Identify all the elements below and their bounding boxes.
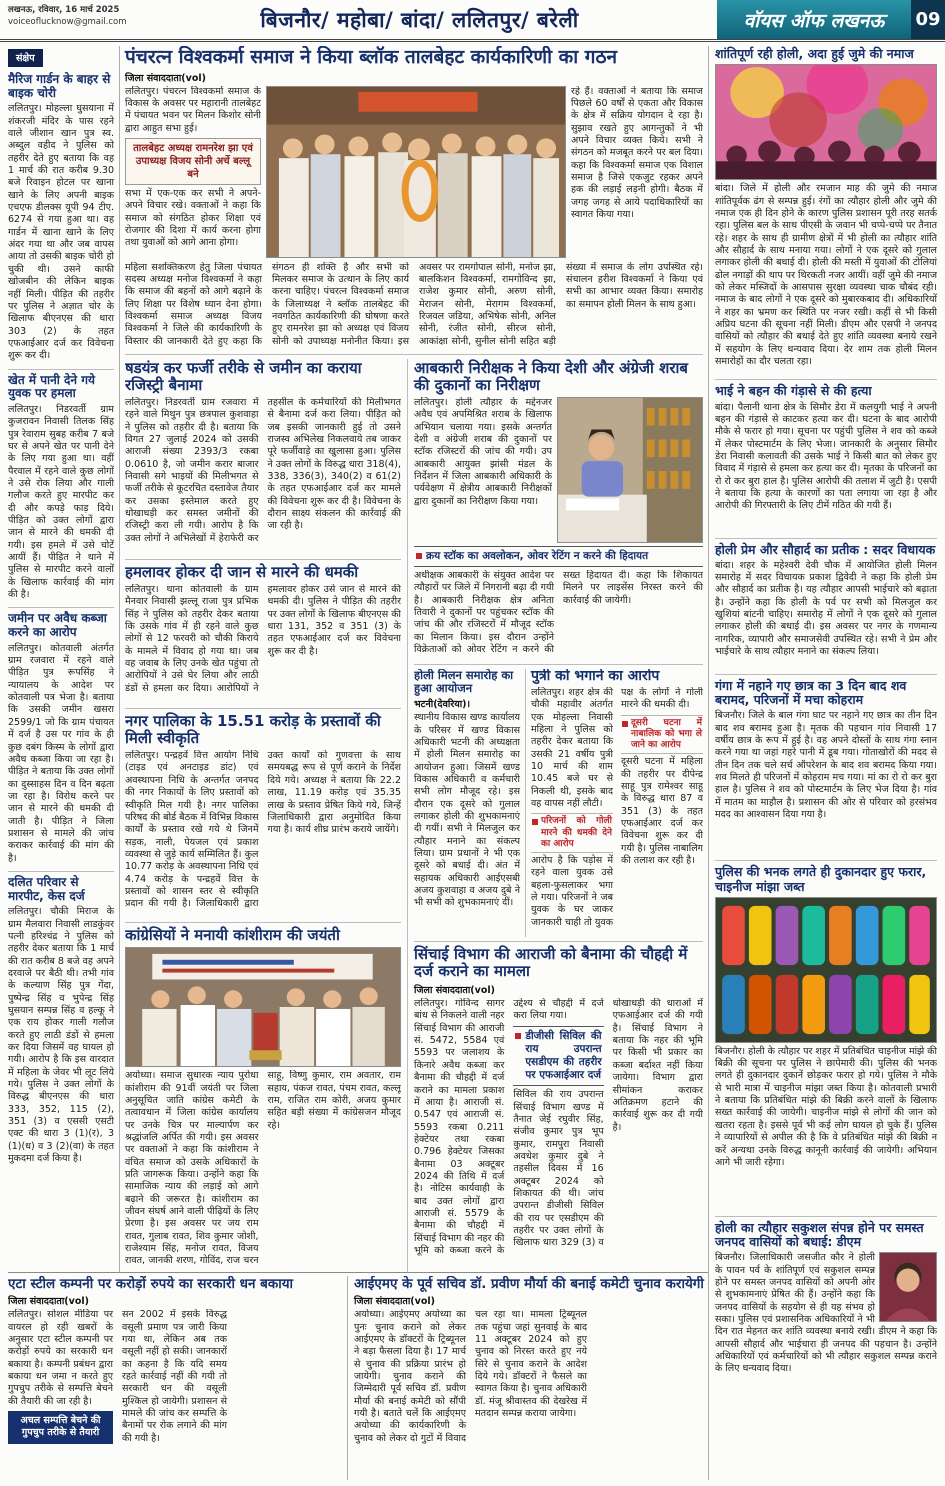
article-byline: जिला संवाददाता(vol): [414, 985, 495, 997]
article-body: [715, 560, 937, 670]
article-body: [715, 710, 937, 856]
article-byline: जिला संवाददाता(vol): [8, 1296, 89, 1308]
right-column: [708, 46, 937, 1480]
inset-text: परिजनों को गोली मारने की धमकी देने का आरोप: [541, 816, 612, 849]
divider: [715, 674, 937, 675]
manjha-photo-graphic: [716, 898, 936, 1042]
bullet-icon: [532, 819, 538, 825]
divider: [125, 559, 401, 560]
article-body: [715, 183, 937, 375]
excise-photo-graphic: [558, 398, 702, 542]
article-headline: षडयंत्र कर फर्जी तरीके से जमीन का कराया रजिस्ट्री बैनामा: [125, 358, 362, 394]
article-headline: आईएमए के पूर्व सचिव डॉ. प्रवीण मौर्या की बनाई कमेटी चुनाव करायेगी: [354, 1276, 704, 1292]
article-death-threat: [125, 564, 401, 704]
article-headline: एटा स्टील कम्पनी पर करोड़ों रुपये का सरकारी धन बकाया: [8, 1276, 294, 1292]
congress-photo-graphic: [126, 948, 400, 1066]
lead-middle-row: [125, 86, 703, 258]
article-headline: पुलिस की भनक लगते ही दुकानदार हुए फरार, चाइनीज मांझा जब्त: [715, 864, 927, 894]
brief-body: ललितपुर। मोहल्ला घुसयाना में शंकरजी मंदिर के पास रहने वाले जीशान खान पुत्र स्व. अब्दुल वहीद ने पुलिस को तहरीर देते हुए बताया कि वह 1 मार्च की रात करीब 9.30 बजे रिवाइन होटल पर खाना खाने के लिए अपनी बाइक एचएफ डीलक्स यूपी 94 टीए. 6274 से गया हुआ था। वह गार्डन में खाना खाने के लिए अंदर गया था और जब वापस आया तो उसकी बाइक चोरी हो चुकी थी। उसने काफी खोजबीन की लेकिन बाइक नहीं मिली। पीड़ित की तहरीर पर पुलिस ने अज्ञात चोर के खिलाफ बीएनएस की धारा 303 (2) के तहत एफआईआर दर्ज कर विवेचना शुरू कर दी।: [8, 103, 114, 362]
article-chinese-manjha: [715, 865, 937, 1212]
paragraph: अधीक्षक आबकारी के संयुक्त आदेश पर त्यौहारों पर जिले में निगरानी बढ़ा दी गयी है। आबकारी निरीक्षक क्षेत्र अनिता तिवारी ने दुकानों पर पहुंचकर स्टॉक की जांच की और रजिस्टरों में मौजूद स्टॉक का मिलान किया। इस दौरान उन्होंने विक्रेताओं को ओवर रेटिंग न करने की सख्त हिदायत दी। कहा कि शिकायत मिलने पर लाइसेंस निरस्त करने की कार्रवाई की जायेगी।: [414, 569, 703, 656]
group-photo-graphic: [267, 87, 565, 257]
eta-inset-bar: अचल सम्पत्ति बेचने की गुपचुप तरीके से तैयारी: [8, 1411, 113, 1444]
article-body: [531, 687, 703, 937]
article-body: [8, 1309, 341, 1455]
article-dm-greetings: [715, 1219, 937, 1375]
brief-title: जमीन पर अवैध कब्जा करने का आरोप: [8, 611, 107, 640]
center-area: [120, 46, 708, 1272]
article-byline: जिला संवाददाता(vol): [354, 1296, 435, 1308]
publisher-email: voiceoflucknow@gmail.com: [8, 16, 127, 27]
brief-item-assault-case: [8, 876, 114, 1168]
brief-item-farm-attack: [8, 374, 114, 604]
paragraph: बिजनौर। जिलाधिकारी जसजीत कौर ने होली के पावन पर्व के शांतिपूर्ण एवं सकुशल सम्पन्न होने पर समस्त जनपद वासियों को अपनी ओर से शुभकामनाएं प्रेषित की हैं। उन्होंने कहा कि जनपद वासियों के सहयोग से ही यह संभव हो सका। पुलिस एवं प्रशासनिक अधिकारियों ने भी दिन रात मेहनत कर शांति व्यवस्था बनाये रखी। डीएम ने कहा कि आपसी सौहार्द और भाईचारा ही जनपद की पहचान है। उन्होंने अधिकारियों एवं कर्मचारियों को भी त्यौहार सकुशल सम्पन्न कराने के लिए धन्यवाद दिया।: [715, 1252, 937, 1375]
paragraph: अयोध्या। समाज सुधारक न्याय पुरोधा कांशीराम की 91वीं जयंती पर जिला अनुसूचित जाति कांग्रेस कमेटी के तत्वावधान में जिला कांग्रेस कार्यालय पर उनके चित्र पर माल्यार्पण कर श्रद्धांजलि अर्पित की गयी। इस अवसर पर वक्ताओं ने कहा कि कांशीराम ने वंचित समाज को उसके अधिकारों के प्रति जागरूक किया। उन्होंने कहा कि सामाजिक न्याय की लड़ाई को आगे बढ़ाने की जरूरत है। कांशीराम का जीवन संघर्ष आने वाली पीढ़ियों के लिए प्रेरणा है। इस अवसर पर जय राम रावत, गुलाब रावत, शिव कुमार जोशी, राजेश्याम सिंह, मनोज रावत, विजय रावत, जानकी शरण, गोविंद, राज चरन साहू, विष्णु कुमार, राम अवतार, राम सहाय, पंकज रावत, पंचम रावत, कल्लू राम, राजित राम कोरी, अजय कुमार सहित बड़ी संख्या में कांग्रेसजन मौजूद रहे।: [125, 1070, 401, 1267]
holi-celebration-photo: [715, 64, 937, 180]
article-body: [125, 584, 401, 704]
paragraph: स्थानीय विकास खण्ड कार्यालय के परिसर में खण्ड विकास अधिकारी भटनी की अध्यक्षता में होली मिलन समारोह का आयोजन हुआ। जिसमें खण्ड विकास अधिकारी व कर्मचारी सभी लोग मौजूद रहे। इस दौरान एक दूसरे को गुलाल लगाकर होली की शुभकामनाएं दी गयीं। सभी ने मिलजुल कर त्यौहार मनाने का संकल्प लिया। ग्राम प्रधानों ने भी एक दूसरे को बधाई दी। अंत में सहायक अधिकारी आईएसबी अजय कुशवाहा व अजय दुबे ने भी सभी को शुभकामनाएं दीं।: [414, 712, 520, 909]
paragraph: ललितपुर। गोविन्द सागर बांध से निकलने वाली नहर सिंचाई विभाग की आराजी सं. 5472, 5584 एवं 5593 पर जलाशय के किनारे अवैध कब्जा कर बैनामा की चौहद्दी में दर्ज कराने का मामला प्रकाश में आया है। आराजी सं. 0.547 एवं आराजी सं. 5593 रकबा 0.211 हेक्टेयर तथा रकबा 0.796 हेक्टेयर जिसका बैनामा 03 अक्टूबर 2024 की तिथि में दर्ज है। नोटिस कार्यवाही के बाद उक्त लोगों द्वारा आराजी सं. 5579 के बैनामा की चौहद्दी में सिंचाई विभाग की नहर की भूमि को कब्जा करने के उद्देश्य से चौहद्दी में दर्ज करा लिया गया।: [414, 998, 604, 1256]
divider: [715, 860, 937, 861]
bullet-icon: [515, 1033, 521, 1039]
divider: [414, 664, 703, 665]
article-ima-election: [348, 1276, 708, 1480]
article-body: [414, 397, 552, 543]
article-body: [354, 1309, 708, 1455]
article-body: [414, 998, 703, 1260]
article-irrigation-land: [414, 946, 703, 1260]
article-excise-inspection: [414, 360, 703, 660]
article-headline: भाई ने बहन की गंड़ासे से की हत्या: [715, 383, 872, 399]
article-headline: पुत्री को भगाने का आरोप: [531, 668, 660, 684]
paragraph: बांदा। पैलानी थाना क्षेत्र के सिमौर डेरा में कलयुगी भाई ने अपनी बहन की गंड़ासे से काटकर हत्या कर दी। घटना के बाद आरोपी मौके से फरार हो गया। सूचना पर पहुंची पुलिस ने शव को कब्जे में लेकर पोस्टमार्टम के लिए भेजा। जानकारी के अनुसार सिमौर डेरा निवासी कलावती की उसके भाई ने किसी बात को लेकर हुए विवाद में गंड़ासे से हमला कर हत्या कर दी। मृतका के परिजनों का रो रो कर बुरा हाल है। पुलिस आरोपी की तलाश में जुटी है। एसपी ने बताया कि हत्या के कारणों का पता लगाया जा रहा है और आरोपी की गिरफ्तारी के लिए टीमें गठित की गयी हैं।: [715, 401, 937, 512]
article-headline: शांतिपूर्ण रही होली, अदा हुई जुमे की नमाज: [715, 46, 914, 61]
center-left-subcolumn: [125, 359, 408, 1272]
paragraph: आरोप है कि पड़ोस में रहने वाला युवक उसे बहला-फुसलाकर भगा ले गया। परिजनों ने जब युवक के घर जाकर जानकारी चाही तो युवक पक्ष के लोगों ने गोली मारने की धमकी दी।: [531, 686, 703, 928]
article-body: [125, 1070, 401, 1272]
article-body: [414, 712, 520, 924]
divider: [125, 708, 401, 709]
paragraph: ललितपुर। पन्द्रहवें वित्त आयोग निधि (टाइड एवं अनटाइड डांट) एवं अवस्थापना निधि के अन्तर्गत जनपद की नगर निकायों के लिए प्रस्तावों को स्वीकृति मिल गयी है। नगर पालिका परिषद की बोर्ड बैठक में विभिन्न विकास कार्यों के प्रस्ताव रखे गये थे जिनमें सड़क, नाली, पेयजल एवं प्रकाश व्यवस्था से जुड़े कार्य सम्मिलित हैं। कुल 10.77 करोड़ के अवस्थापना निधि एवं 4.74 करोड़ के पन्द्रहवें वित्त के प्रस्तावों को शासन स्तर से स्वीकृति प्रदान की गयी है। जिलाधिकारी द्वारा उक्त कार्यों को गुणवत्ता के साथ समयबद्ध रूप से पूर्ण कराने के निर्देश दिये गये। अध्यक्ष ने बताया कि 22.2 लाख, 11.19 करोड़ एवं 35.35 लाख के प्रस्ताव प्रेषित किये गये, जिन्हें जिलाधिकारी द्वारा अनुमोदित किया गया है। कार्य शीघ्र प्रारंभ कराये जायेंगे।: [125, 750, 401, 910]
daughter-inset-2: [621, 715, 703, 755]
divider: [715, 1216, 937, 1217]
article-headline: हमलावर होकर दी जान से मारने की धमकी: [125, 562, 359, 581]
briefs-section-label: संक्षेप: [8, 49, 43, 67]
paragraph: ललितपुर। होली त्यौहार के मद्देनजर अवैध एवं अपमिश्रित शराब के खिलाफ अभियान चलाया गया। इसके अन्तर्गत देशी व अंग्रेजी शराब की दुकानों पर स्टॉक रजिस्टरों की जांच की गयी। उप आबकारी आयुक्त झांसी मंडल के निर्देशन में जिला आबकारी अधिकारी के पर्यवेक्षण में क्षेत्रीय आबकारी निरीक्षकों द्वारा दुकानों का निरीक्षण किया गया।: [414, 396, 552, 507]
article-headline: गंगा में नहाने गए छात्र का 3 दिन बाद शव बरामद, परिजनों में मचा कोहराम: [715, 677, 907, 707]
excise-inspection-photo: [557, 397, 703, 543]
paragraph: बिजनौर। होली के त्यौहार पर शहर में प्रतिबंधित चाइनीज मांझे की बिक्री की सूचना पर पुलिस ने छापेमारी की। पुलिस की भनक लगते ही दुकानदार दुकानें छोड़कर फरार हो गये। पुलिस ने मौके से भारी मात्रा में चाइनीज मांझा जब्त किया है। कोतवाली प्रभारी ने बताया कि प्रतिबंधित मांझे की बिक्री करने वालों के खिलाफ सख्त कार्रवाई की जायेगी। चाइनीज मांझे से लोगों की जान को खतरा रहता है। इससे पूर्व भी कई लोग घायल हो चुके हैं। पुलिस ने व्यापारियों से अपील की है कि वे प्रतिबंधित मांझे की बिक्री न करें अन्यथा उनके विरुद्ध कानूनी कार्रवाई की जायेगी। अभियान आगे भी जारी रहेगा।: [715, 1045, 937, 1168]
brief-body: ललितपुर। निडरवर्ती ग्राम कुजरावन निवासी तिलक सिंह पुत्र रेवाराम सुबह करीब 7 बजे घर से अपने खेत पर पानी देने के लिए गया हुआ था। वहीं पैरवाल में रहने वाले कुछ लोगों ने उसे रोक लिया और गाली गलौज करते हुए मारपीट कर दी और कपड़े फाड़ दिये। पीड़ित को उक्त लोगों द्वारा जान से मारने की धमकी दी गयी। इस हमले में उसे चोटें आयीं हैं। पीड़ित ने थाने में पुलिस से मारपीट करने वालों के खिलाफ कार्रवाई की मांग की है।: [8, 403, 114, 601]
brief-item-bike-theft: [8, 73, 114, 365]
brief-title: मैरिज गार्डन के बाहर से बाइक चोरी: [8, 72, 111, 100]
dm-photo-graphic: [880, 1253, 936, 1321]
divider: [715, 538, 937, 539]
holi-photo-graphic: [716, 65, 936, 179]
article-headline: होली मिलन समारोह का हुआ आयोजन: [414, 668, 514, 696]
article-holi-namaz: [715, 47, 937, 375]
article-body: [715, 1046, 937, 1212]
article-eta-steel: [8, 1276, 348, 1480]
article-byline: भटनी(देवरिया)।: [414, 699, 471, 711]
paragraph: दूसरी घटना में महिला की तहरीर पर दीपेन्द्र साहू पुत्र रामेश्वर साहू के विरुद्ध धारा 87 व 351 (3) के तहत एफआईआर दर्ज कर विवेचना शुरू कर दी गयी है। पुलिस नाबालिग की तलाश कर रही है।: [621, 756, 703, 867]
paragraph: सिविल की राय उपरान्त सिंचाई विभाग खण्ड में तैनात जेई रघुवीर सिंह, संजीव कुमार पुत्र भूप कुमार, रामपुरा निवासी अवधेश कुमार दुबे ने तहसील दिवस में 16 अक्टूबर 2024 को शिकायत की थी। जांच उपरान्त डीजीसी सिविल की राय पर एसडीएम की तहरीर पर उक्त लोगों के खिलाफ धारा 329 (3) व धोखाधड़ी की धाराओं में एफआईआर दर्ज की गयी है। सिंचाई विभाग ने बताया कि नहर की भूमि पर किसी भी प्रकार का कब्जा बर्दाश्त नहीं किया जायेगा। विभाग द्वारा सीमांकन कराकर अतिक्रमण हटाने की कार्रवाई शुरू कर दी गयी है।: [513, 998, 703, 1249]
paragraph: बांदा। जिले में होली और रमजान माह की जुमे की नमाज शांतिपूर्वक ढंग से सम्पन्न हुई। रंगों का त्यौहार होली और जुमे की नमाज एक ही दिन होने के कारण पुलिस प्रशासन पूरी तरह सतर्क रहा। पुलिस बल के साथ पीएसी के जवान भी चप्पे-चप्पे पर तैनात रहे। शहर के साथ ही ग्रामीण क्षेत्रों में भी होली का त्यौहार शांति और सौहार्द के साथ मनाया गया। लोगों ने एक दूसरे को गुलाल लगाकर होली की बधाई दी। होली की मस्ती में युवाओं की टोलियां ढोल नगाड़ों की थाप पर थिरकती नजर आयीं। वहीं जुमे की नमाज को लेकर मस्जिदों के आसपास सुरक्षा व्यवस्था चाक चौबंद रही। नमाज के बाद लोगों ने एक दूसरे को मुबारकबाद दी। अधिकारियों ने शहर का भ्रमण कर स्थिति पर नजर रखी। कहीं से भी किसी अप्रिय घटना की सूचना नहीं मिली। डीएम और एसपी ने जनपद वासियों को त्यौहार की बधाई देते हुए शांति व्यवस्था बनाये रखने में सहयोग के लिए धन्यवाद दिया। देर शाम तक होली मिलन समारोहों का दौर चलता रहा।: [715, 183, 937, 368]
masthead-title: वॉयस ऑफ लखनऊ: [717, 0, 911, 39]
article-ganga-drowning: [715, 679, 937, 857]
irrigation-inset-bar: [513, 1026, 603, 1087]
article-body: [715, 402, 937, 534]
article-body: [414, 570, 703, 660]
inset-text: दूसरी घटना में नाबालिक को भगा ले जाने का आरोप: [631, 717, 702, 751]
article-headline: कांग्रेसियों ने मनायी कांशीराम की जयंती: [125, 926, 340, 945]
bullet-icon: [416, 553, 422, 559]
article-holi-mla: [715, 543, 937, 670]
brief-item-land-grab: [8, 612, 114, 867]
paragraph: ललितपुर। सोशल मीडिया पर वायरल हो रही खबरों के अनुसार एटा स्टील कम्पनी पर करोड़ों रुपये का सरकारी धन बकाया है। कम्पनी प्रबंधन द्वारा बकाया धन जमा न करते हुए गुपचुप तरीके से सम्पत्ति बेचने की तैयारी की जा रही है।: [8, 1309, 113, 1407]
article-fake-registry: [125, 360, 401, 555]
paragraph: ललितपुर। थाना कोतवाली के ग्राम मैनवार निवासी झल्लू राजा पुत्र प्रभिक सिंह ने पुलिस को तहरीर देकर बताया कि उसके गांव में ही रहने वाले कुछ लोगों से 12 फरवरी को चौकी किराये के मामले में विवाद हो गया था। जब वह जवाब के लिए उनके खेत पहुंचा तो आरोपियों ने उसे घेर लिया और लाठी डंडों से हमला कर दिया। आरोपियों ने हमलावर होकर उसे जान से मारने की धमकी दी। पुलिस ने पीड़ित की तहरीर पर उक्त लोगों के खिलाफ बीएनएस की धारा 131, 352 व 351 (3) के तहत एफआईआर दर्ज कर विवेचना शुरू कर दी है।: [125, 583, 401, 694]
lead-byline: जिला संवाददाता(vol): [125, 72, 206, 84]
divider: [125, 354, 703, 355]
paragraph: ललितपुर। निडरवर्ती ग्राम रजवारा में रहने वाले मिथुन पुत्र छत्रपाल कुशवाहा ने पुलिस को तहरीर दी है। बताया कि विगत 27 जुलाई 2024 को उसकी आराजी संख्या 2393/3 रकबा 0.0610 है, जो जमीन करार बाजार निवासी सगे भाइयों की मिलीभगत से फर्जी तरीके से कूटरचित दस्तावेज तैयार कर उसका इस्तेमाल करते हुए धोखाधड़ी कर समस्त जमीनों की रजिस्ट्री करा ली गयी। आरोप है कि उक्त लोगों ने अभिलेखों में हेराफेरी कर तहसील के कर्मचारियों की मिलीभगत से बैनामा दर्ज करा लिया। पीड़ित को जब इसकी जानकारी हुई तो उसने राजस्व अभिलेख निकलवाये तब जाकर पूरे फर्जीवाड़े का खुलासा हुआ। पुलिस ने उक्त लोगों के विरुद्ध धारा 318(4), 338, 336(3), 340(2) व 61(2) के तहत एफआईआर दर्ज कर मामले की विवेचना शुरू कर दी है। विवेचना के दौरान साक्ष्य संकलन की कार्रवाई की जा रही है।: [125, 396, 401, 544]
excise-inset-bar: [414, 546, 703, 567]
brief-title: खेत में पानी देने गये युवक पर हमला: [8, 372, 95, 401]
masthead: [717, 0, 945, 39]
paragraph: बिजनौर। जिले के बाल गंगा घाट पर नहाने गए छात्र का तीन दिन बाद शव बरामद हुआ है। मृतक की पहचान गांव निवासी 17 वर्षीय छात्र के रूप में हुई है। वह अपने दोस्तों के साथ गंगा स्नान करने गया था जहां गहरे पानी में डूब गया। गोताखोरों की मदद से तीन दिन तक चले सर्च ऑपरेशन के बाद शव बरामद किया गया। शव मिलते ही परिजनों में कोहराम मच गया। मां का रो रो कर बुरा हाल है। पुलिस ने शव को पोस्टमार्टम के लिए भेज दिया है। गांव में मातम का माहौल है। प्रशासन की ओर से परिवार को हरसंभव मदद का आश्वासन दिया गया है।: [715, 710, 937, 820]
divider: [8, 871, 114, 872]
center-right-subcolumn: [408, 359, 703, 1272]
article-headline: होली का त्यौहार सकुशल संपन्न होने पर समस्त जनपद वासियों को बधाई: डीएम: [715, 1219, 924, 1249]
milan-daughter-row: [414, 669, 703, 937]
dateline: लखनऊ, रविवार, 16 मार्च 2025: [8, 5, 120, 15]
lead-paragraph: ललितपुर। पंचरत्न विश्वकर्मा समाज के विकास के अवसर पर महारानी तालबेहट में पंचायत भवन पर मिलन किशोर सोनी द्वारा आहुत सभा हुई।: [125, 85, 261, 134]
brief-body: ललितपुर। चौकी मिराज के ग्राम मैलवारा निवासी लाडकुंवर पत्नी हरिश्चंद्र ने पुलिस को तहरीर देकर बताया कि 1 मार्च की रात करीब 8 बजे वह अपने दरवाजे पर बैठी थी। तभी गांव के कल्याण सिंह पुत्र गेंदा, पुष्पेन्द्र सिंह व भुपेन्द्र सिंह घुसयान सम्पन्न सिंह व हल्कू ने एक राय होकर गाली गलौज करते हुए लाठी डंडों से हमला कर दिया जिसमें वह घायल हो गयी। आरोप है कि इस वारदात में महिला के जेवर भी लूट लिये गये। पुलिस ने उक्त लोगों के विरुद्ध बीएनएस की धारा 333, 352, 115 (2), 351 (3) व एससी एसटी एक्ट की धारा 3 (1)(र), 3 (1)(ध) व 3 (2)(वा) के तहत मुकदमा दर्ज किया है।: [8, 906, 114, 1165]
article-sister-murder: [715, 384, 937, 533]
excise-middle-row: [414, 397, 703, 543]
article-kanshiram-jayanti: [125, 927, 401, 1272]
brief-title: दलित परिवार से मारपीट, केस दर्ज: [8, 874, 85, 903]
lead-paragraph: सभा में एक-एक कर सभी ने अपने-अपने विचार रखे। वक्ताओं ने कहा कि समाज को संगठित होकर शिक्षा एवं रोजगार की दिशा में कार्य करना होगा तथा युवाओं को आगे आना होगा।: [125, 188, 261, 249]
briefs-column: [8, 46, 120, 1272]
daughter-inset-1: [531, 813, 613, 853]
lead-headline: पंचरत्न विश्वकर्मा समाज ने किया ब्लॉक तालबेहट कार्यकारिणी का गठन: [125, 46, 618, 68]
brief-body: ललितपुर। कोतवाली अंतर्गत ग्राम रजवारा में रहने वाले पीड़ित पुत्र रूपसिंह ने न्यायालय के आदेश पर कोतवाली पत्र भेजा है। बताया कि उसकी जमीन खसरा 2599/1 जो कि ग्राम पंचायत में दर्ज है उस पर गांव के ही कुछ दबंग किस्म के लोगों द्वारा अवैध कब्जा किया जा रहा है। पीड़ित ने बताया कि उक्त लोगों का दुस्साहस दिन व दिन बढ़ता जा रहा है। विरोध करने पर जान से मारने की धमकी दी जाती है। पीड़ित ने जिला प्रशासन से मामले की जांच कराकर कार्रवाई की मांग की है।: [8, 642, 114, 864]
top-zone: [8, 46, 708, 1272]
page-header: [0, 0, 945, 42]
article-body: [125, 750, 401, 918]
article-body: [125, 397, 401, 555]
bullet-icon: [622, 721, 628, 727]
manjha-spools-photo: [715, 897, 937, 1043]
lead-bottom-text: [125, 262, 703, 350]
inset-text: डीजीसी सिविल की राय उपरान्त एसडीएम की तहरीर पर एफआईआर दर्ज: [525, 1029, 602, 1082]
lead-right-column: [571, 86, 703, 258]
article-headline: होली प्रेम और सौहार्द का प्रतीक : सदर विधायक: [715, 541, 936, 557]
inset-text: क्रय स्टॉक का अवलोकन, ओवर रेटिंग न करने की हिदायत: [426, 549, 649, 562]
divider: [715, 379, 937, 380]
dm-portrait-photo: [879, 1252, 937, 1322]
divider: [8, 607, 114, 608]
center-split: [125, 359, 703, 1272]
lead-inset-box: तालबेहट अध्यक्ष रामनरेश झा एवं उपाध्यक्ष विजय सोनी अर्चे बल्लू बने: [125, 138, 261, 185]
paragraph: सन 2002 में इसके विरुद्ध वसूली प्रमाण पत्र जारी किया गया था, लेकिन अब तक वसूली नहीं हो सकी। जानकारों का कहना है कि यदि समय रहते कार्रवाई नहीं की गयी तो सरकारी धन की वसूली मुश्किल हो जायेगी। प्रशासन से मामले की जांच कर सम्पत्ति के बैनामों पर रोक लगाने की मांग की गयी है।: [122, 1309, 227, 1444]
lead-photo: [266, 86, 566, 258]
lead-paragraph: महिला सशक्तिकरण हेतु जिला पंचायत सदस्य अध्यक्ष मनोज विश्वकर्मा ने कहा कि समाज की बहनों को आगे बढ़ाने के लिए शिक्षा पर विशेष ध्यान देना होगा। विश्वकर्मा समाज अध्यक्ष विजय विश्वकर्मा ने जिले की कार्यकारिणी के विस्तार की जानकारी देते हुए कहा कि संगठन ही शक्ति है और सभी को मिलकर समाज के उत्थान के लिए कार्य करना चाहिए। पंचरत्न विश्वकर्मा समाज के जिलाध्यक्ष ने ब्लॉक तालबेहट की नवगठित कार्यकारिणी की घोषणा करते हुए रामनरेश झा को अध्यक्ष एवं विजय सोनी को उपाध्यक्ष मनोनीत किया। इस अवसर पर रामगोपाल सोनी, मनोज झा, बालकिशन विश्वकर्मा, रामगोविन्द झा, राजेश कुमार सोनी, अरुण सोनी, मेराजन सोनी, मेरागम विश्वकर्मा, रिजवल जडिया, अभिषेक सोनी, अनिल सोनी, रंजीत सोनी, सीरज सोनी, आकांक्षा सोनी, सुनील सोनी सहित बड़ी संख्या में समाज के लोग उपस्थित रहे। संचालन हरीश विश्वकर्मा ने किया एवं सभी का आभार व्यक्त किया। समारोह का समापन होली मिलन के साथ हुआ।: [125, 261, 703, 347]
region-title: बिजनौर/ महोबा/ बांदा/ ललितपुर/ बरेली: [260, 7, 579, 32]
article-headline: सिंचाई विभाग की आराजी को बैनामा की चौहद्दी में दर्ज कराने का मामला: [414, 944, 688, 981]
lead-left-column: [125, 86, 261, 258]
article-municipal-approval: [125, 713, 401, 918]
dateline-block: [0, 0, 127, 39]
paragraph: बांदा। शहर के महेश्वरी देवी चौक में आयोजित होली मिलन समारोह में सदर विधायक प्रकाश द्विवेदी ने कहा कि होली प्रेम और सौहार्द का प्रतीक है। यह त्यौहार आपसी भाईचारे को बढ़ाता है। उन्होंने कहा कि होली के पर्व पर सभी को मिलजुल कर खुशियां बांटनी चाहिए। समारोह में लोगों ने एक दूसरे को गुलाल लगाकर होली की बधाई दी। इस अवसर पर नगर के गणमान्य नागरिक, व्यापारी और समाजसेवी उपस्थित रहे। सभी ने प्रेम और भाईचारे के साथ त्यौहार मनाने का संकल्प लिया।: [715, 559, 937, 658]
congress-event-photo: [125, 947, 401, 1067]
paragraph: ललितपुर। शहर क्षेत्र की चौकी महावीर अंतर्गत एक मोहल्ला निवासी महिला ने पुलिस को तहरीर देकर बताया कि उसकी 21 वर्षीय पुत्री 10 मार्च की शाम 10.45 बजे घर से निकली थी, इसके बाद वह वापस नहीं लौटी।: [531, 686, 613, 810]
divider: [414, 941, 703, 942]
article-headline: आबकारी निरीक्षक ने किया देशी और अंग्रेजी शराब की दुकानों का निरीक्षण: [414, 358, 688, 394]
article-body: [715, 1252, 937, 1375]
lead-paragraph: रहे हैं। वक्ताओं ने बताया कि समाज पिछले 60 वर्षों से एकता और विकास के क्षेत्र में सक्रिय योगदान दे रहा है। सुझाव रखते हुए आगन्तुकों ने भी अपने विचार व्यक्त किये। सभी ने संगठन को मजबूत करने पर बल दिया। कहा कि विश्वकर्मा समाज एक विशाल समाज है जिसे एकजुट रहकर अपने हक की लड़ाई लड़नी होगी। बैठक में जगह जगह से आये पदाधिकारियों का स्वागत किया गया।: [571, 85, 703, 221]
main-zone: [8, 46, 708, 1480]
page-content: [0, 42, 945, 1486]
page-number: 09: [911, 0, 945, 39]
divider: [8, 369, 114, 370]
bottom-zone: [8, 1272, 708, 1480]
article-headline: नगर पालिका के 15.51 करोड़ के प्रस्तावों की मिली स्वीकृति: [125, 711, 381, 748]
divider: [125, 922, 401, 923]
article-daughter-elopement: [526, 669, 703, 937]
paragraph: अयोध्या। आईएमए अयोध्या का पुनः चुनाव कराने को लेकर आईएमए के डॉक्टरों के ट्रिब्यूनल ने बड़ा फैसला दिया है। 17 मार्च से चुनाव की प्रक्रिया प्रारंभ हो जायेगी। चुनाव कराने की जिम्मेदारी पूर्व सचिव डॉ. प्रवीण मौर्या की बनाई कमेटी को सौंपी गयी है। बताते चलें कि आईएमए अयोध्या की कार्यकारिणी के चुनाव को लेकर दो गुटों में विवाद चल रहा था। मामला ट्रिब्यूनल तक पहुंचा जहां सुनवाई के बाद 11 अक्टूबर 2024 को हुए चुनाव को निरस्त करते हुए नये सिरे से चुनाव कराने के आदेश दिये गये। डॉक्टरों ने फैसले का स्वागत किया है। चुनाव अधिकारी डॉ. मंजू श्रीवास्तव की देखरेख में मतदान सम्पन्न कराया जायेगा।: [354, 1309, 587, 1444]
article-vishwakarma-samaj: [125, 47, 703, 350]
article-holi-milan: [414, 669, 526, 937]
